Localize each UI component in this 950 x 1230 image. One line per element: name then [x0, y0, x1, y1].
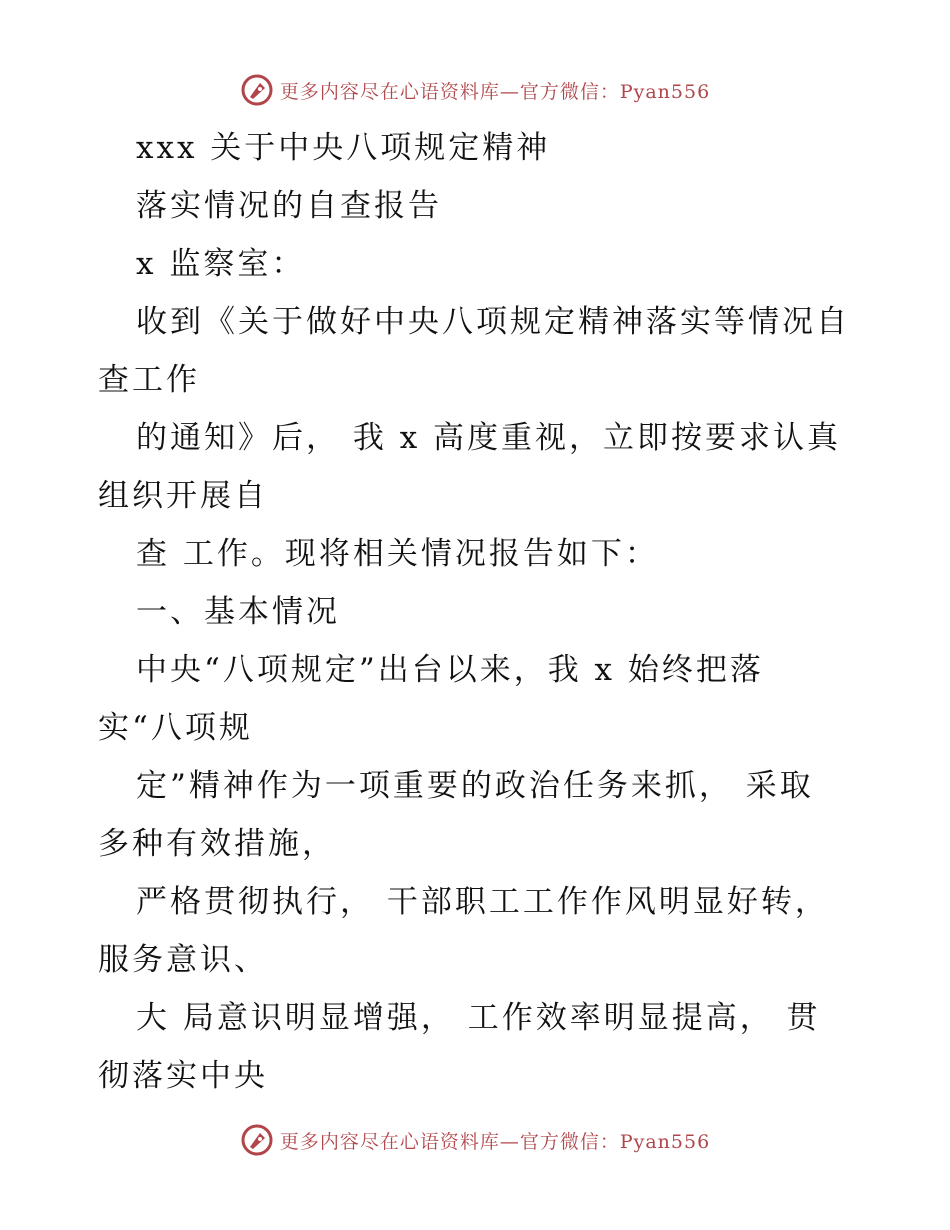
paragraph-line: 收到《关于做好中央八项规定精神落实等情况自: [136, 304, 850, 340]
paragraph-line: 多种有效措施，: [98, 826, 336, 862]
paragraph-line: 定”精神作为一项重要的政治任务来抓， 采取: [136, 768, 814, 804]
paragraph-line: 查工作: [98, 362, 200, 398]
watermark-text: 更多内容尽在心语资料库—官方微信：Pyan556: [279, 1130, 711, 1153]
paragraph-line: 组织开展自: [98, 478, 268, 514]
paragraph-line: 实“八项规: [98, 710, 253, 746]
paragraph-line: 查 工作。现将相关情况报告如下：: [136, 536, 659, 572]
paragraph-line: 中央“八项规定”出台以来，我 x 始终把落: [136, 652, 764, 688]
paragraph-line: 服务意识、: [98, 942, 268, 978]
document-title-line-1: xxx 关于中央八项规定精神: [136, 130, 551, 166]
pen-nib-logo-icon: [240, 73, 274, 107]
paragraph-line: 严格贯彻执行， 干部职工工作作风明显好转，: [136, 884, 829, 920]
pen-nib-logo-icon: [240, 1123, 274, 1157]
paragraph-line: 的通知》后， 我 x 高度重视，立即按要求认真: [136, 420, 842, 456]
watermark-banner-bottom: [0, 1120, 950, 1160]
section-heading: 一、基本情况: [136, 594, 340, 630]
paragraph-line: 大 局意识明显增强， 工作效率明显提高， 贯: [136, 1000, 821, 1036]
watermark-banner-top: [0, 70, 950, 110]
watermark-text: 更多内容尽在心语资料库—官方微信：Pyan556: [279, 80, 711, 103]
document-title-line-2: 落实情况的自查报告: [136, 188, 442, 224]
paragraph-line: 彻落实中央: [98, 1058, 268, 1094]
document-addressee: x 监察室：: [136, 246, 306, 282]
